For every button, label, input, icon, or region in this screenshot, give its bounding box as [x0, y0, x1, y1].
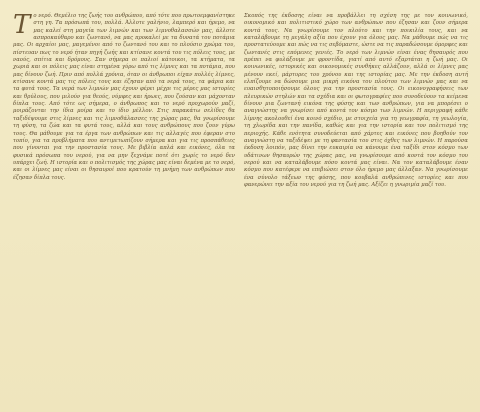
- right-column: [244, 13, 468, 189]
- drop-cap: Τ: [13, 10, 31, 40]
- right-column-text: Σκοπός της έκδοσης είναι να προβάλλει τη σχέση της με τον κοινωνικό, οικονομικό και πολιτιστικό χώρο των ανθρώπων που έζησαν και ζουν σήμερα κοντά τους. Να γνωρίσουμε τον πλούτο και την ποικιλία τους, και να καταλάβουμε τη μεγάλη αξία που έχουν για όλους μας. Να μάθουμε πώς να τις προστατεύουμε και πώς να τις σεβόμαστε, ώστε να τις παραδώσουμε όμορφες και ζωντανές στις επόμενες γενιές. Το νερό των λιμνών είναι ένας θησαυρός που πρέπει να φυλάξουμε με φροντίδα, γιατί από αυτό εξαρτάται η ζωή μας. Οι κοινωνικές, ιστορικές και οικονομικές συνθήκες αλλάζουν, αλλά οι λίμνες μας μένουν εκεί, μάρτυρες του χρόνου και της ιστορίας μας. Με την έκδοση αυτή ελπίζουμε να δώσουμε μια μικρή εικόνα του πλούτου των λιμνών μας και να ευαισθητοποιήσουμε όλους για την προστασία τους. Οι εικονογραφήσεις των πλευρικών στηλών και τα σχέδια και οι φωτογραφίες που συνοδεύουν τα κείμενα δίνουν μια ζωντανή εικόνα της φύσης και των ανθρώπων, για να μπορέσει ο αναγνώστης να γνωρίσει από κοντά τον κόσμο των λιμνών. Η περιγραφή κάθε λίμνης ακολουθεί ένα κοινό σχέδιο, με στοιχεία για τη γεωγραφία, τη γεωλογία, τη χλωρίδα και την πανίδα, καθώς και για την ιστορία και τον πολιτισμό της περιοχής. Κάθε ενότητα συνοδεύεται από χάρτες και εικόνες που βοηθούν τον αναγνώστη να ταξιδέψει με τη φαντασία του στις όχθες των λιμνών. Η παρούσα έκδοση λοιπόν, μας δίνει την ευκαιρία να κάνουμε ένα ταξίδι στον κόσμο των υδάτινων θησαυρών της χώρας μας, να γνωρίσουμε από κοντά τον κόσμο του νερού και να καταλάβουμε πόσο κοντά μας είναι. Να τον καταλάβουμε έναν κόσμο που κατέφερε να επιβιώσει στον όλο ήρεμο μας άλλαξαν. Να γνωρίσουμε ένα σύνολο τάξεων της φύσης, που κουβαλά ανθρώπινες ιστορίες και που φανερώνει την αξία του νερού για τη ζωή μας. Αξίζει η γνωριμία μαζί του.: [244, 13, 468, 188]
- text-columns: [13, 10, 468, 189]
- intro-paragraph: [13, 10, 235, 182]
- left-column: [13, 10, 235, 189]
- left-column-text: ο νερό. Θεμέλιο της ζωής του ανθρώπου, από τότε που πρωτοεμφανίστηκε στη γη. Τα πρόσωπά του, πολλά. Άλλοτε γαλήνιο, λαμπερό και ήρεμο, να μας καλεί στη μαγεία των λιμνών και των λιμνοθαλασσών μας, άλλοτε ασπροκαύθαρο και ζωντανό, να μας προκαλεί με τα δυνατά του ποτάμια μας. Οι αρχαίοι μας, μαγεμένοι από το ζωντανό του και το πλούσιο χρώμα του, πίστευαν πως το νερό ήταν πηγή ζωής και κτίσανε κοντά του τις πόλεις τους, με ναούς, σπίτια και δρόμους. Σαν σήμερα οι παλιοί κάτοικοι, τα κτήματα, τα χωριά και οι πόλεις μας είναι στημένα γύρω από τις λίμνες και τα ποτάμια, που μας δίνουν ζωή. Πριν από πολλά χρόνια, όταν οι άνθρωποι είχαν πολλές λίμνες, κτίσανε κοντά μας τις πόλεις τους και έζησαν από τα νερά τους, τα ψάρια και τα φυτά τους. Τα νερά των λιμνών μας έχουν φέρει μέχρι τις μέρες μας ιστορίες και θρύλους, που μιλούν για θεούς, νύμφες και ήρωες, που ζούσαν και μάχονταν δίπλα τους. Από τότε ως σήμερα, ο άνθρωπος και το νερό προχωρούν μαζί, μοιράζονται την ίδια μοίρα και το ίδιο μέλλον. Στις παρακάτω σελίδες θα ταξιδέψουμε στις λίμνες και τις λιμνοθάλασσες της χώρας μας, θα γνωρίσουμε τη φύση, τα ζώα και τα φυτά τους, αλλά και τους ανθρώπους που ζουν γύρω τους. Θα μάθουμε για τα έργα των ανθρώπων και τις αλλαγές που έφεραν στο τοπίο, για τα προβλήματα που αντιμετωπίζουν σήμερα και για τις προσπάθειες που γίνονται για την προστασία τους. Με βιβλία απλά και εικόνες, όλα τα φυσικά πρόσωπα του νερού, για να μην ξεχνάμε ποτέ ότι χωρίς το νερό δεν υπάρχει ζωή. Η ιστορία και ο πολιτισμός της χώρας μας είναι δεμένα με το νερό, και οι λίμνες μας είναι οι θησαυροί που κρατούν τη μνήμη των ανθρώπων που έζησαν δίπλα τους.: [13, 13, 235, 181]
